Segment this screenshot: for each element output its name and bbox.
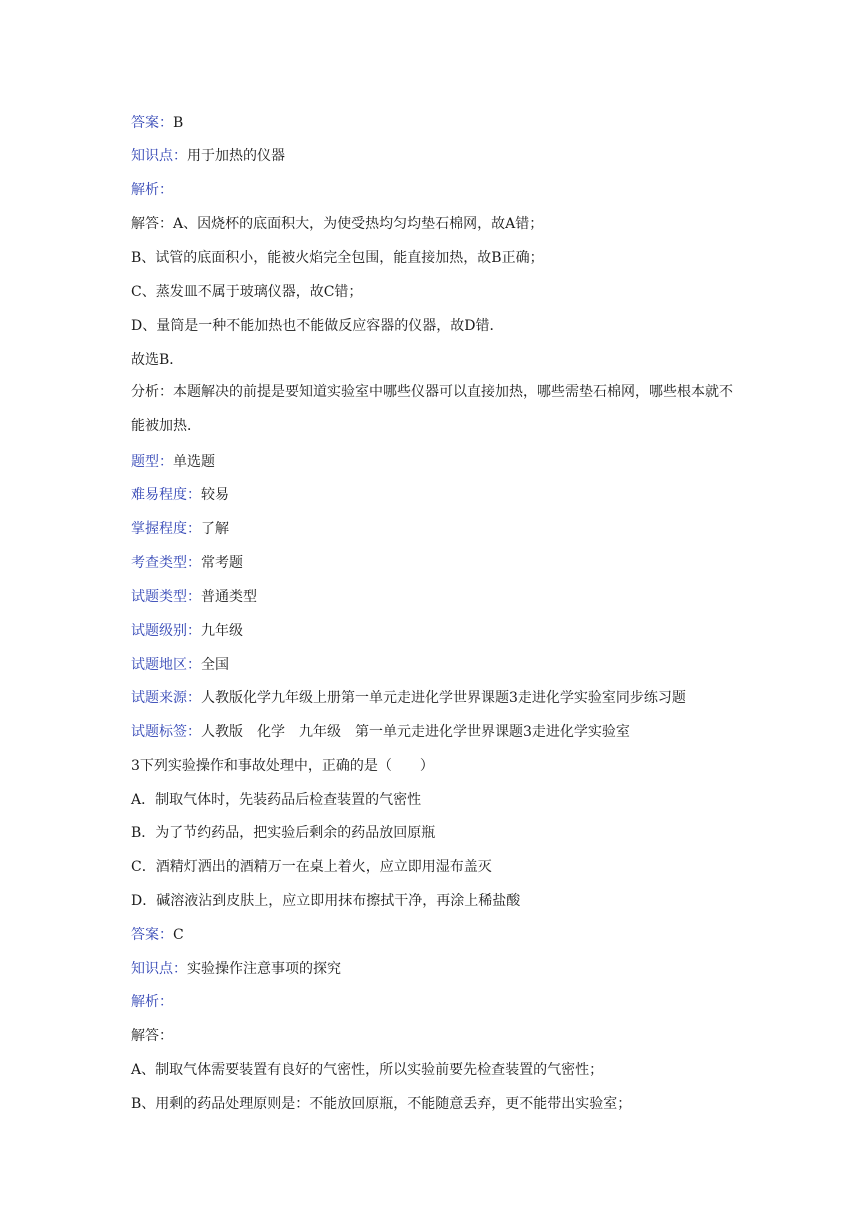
option-c: C．酒精灯洒出的酒精万一在桌上着火，应立即用湿布盖灭 bbox=[131, 859, 492, 875]
meta-label: 试题类型： bbox=[131, 589, 201, 605]
option-b: B．为了节约药品，把实验后剩余的药品放回原瓶 bbox=[131, 825, 436, 841]
option-d: D．碱溶液沾到皮肤上，应立即用抹布擦拭干净，再涂上稀盐酸 bbox=[131, 893, 521, 909]
meta-value: 了解 bbox=[201, 521, 229, 537]
solution-line: 解答：A、因烧杯的底面积大，为使受热均匀均垫石棉网，故A错； bbox=[131, 216, 544, 232]
analysis-label: 解析： bbox=[131, 994, 173, 1010]
answer-label: 答案： bbox=[131, 927, 173, 943]
answer-row bbox=[131, 925, 741, 945]
knowledge-row bbox=[131, 959, 741, 979]
commentary-paragraph: 分析：本题解决的前提是要知道实验室中哪些仪器可以直接加热，哪些需垫石棉网，哪些根本就不能被加热． bbox=[131, 384, 733, 434]
meta-value: 九年级 bbox=[201, 623, 243, 639]
knowledge-label: 知识点： bbox=[131, 961, 187, 977]
meta-value: 常考题 bbox=[201, 555, 243, 571]
knowledge-value: 用于加热的仪器 bbox=[187, 148, 285, 164]
meta-label: 试题地区： bbox=[131, 657, 201, 673]
meta-row-region bbox=[131, 655, 741, 675]
answer-row bbox=[131, 113, 741, 133]
meta-value: 人教版化学九年级上册第一单元走进化学世界课题3走进化学实验室同步练习题 bbox=[201, 690, 686, 706]
meta-row-source bbox=[131, 688, 741, 708]
solution-line: 解答： bbox=[131, 1028, 173, 1044]
meta-value: 全国 bbox=[201, 657, 229, 673]
solution-line: B、用剩的药品处理原则是：不能放回原瓶，不能随意丢弃，更不能带出实验室； bbox=[131, 1096, 632, 1112]
solution-line: A、制取气体需要装置有良好的气密性，所以实验前要先检查装置的气密性； bbox=[131, 1062, 604, 1078]
meta-row-level bbox=[131, 621, 741, 641]
meta-value: 单选题 bbox=[173, 454, 215, 470]
meta-label: 试题级别： bbox=[131, 623, 201, 639]
meta-label: 考查类型： bbox=[131, 555, 201, 571]
meta-label: 难易程度： bbox=[131, 487, 201, 503]
meta-value: 较易 bbox=[201, 487, 229, 503]
meta-label: 试题来源： bbox=[131, 690, 201, 706]
solution-line: C、蒸发皿不属于玻璃仪器，故C错； bbox=[131, 284, 363, 300]
answer-value: C bbox=[173, 927, 184, 943]
knowledge-value: 实验操作注意事项的探究 bbox=[187, 961, 341, 977]
option-a: A．制取气体时，先装药品后检查装置的气密性 bbox=[131, 792, 422, 808]
knowledge-label: 知识点： bbox=[131, 148, 187, 164]
tag: 化学 bbox=[257, 724, 285, 740]
meta-label: 试题标签： bbox=[131, 724, 201, 740]
meta-row-exam-type bbox=[131, 553, 741, 573]
conclusion-line: 故选B． bbox=[131, 352, 184, 368]
meta-label: 掌握程度： bbox=[131, 521, 201, 537]
meta-row-mastery bbox=[131, 519, 741, 539]
meta-row-type bbox=[131, 452, 741, 472]
answer-value: B bbox=[173, 115, 184, 131]
solution-line: D、量筒是一种不能加热也不能做反应容器的仪器，故D错． bbox=[131, 318, 504, 334]
meta-row-difficulty bbox=[131, 485, 741, 505]
tag: 九年级 bbox=[299, 724, 341, 740]
tag: 人教版 bbox=[201, 724, 243, 740]
tag: 第一单元走进化学世界课题3走进化学实验室 bbox=[355, 724, 630, 740]
meta-label: 题型： bbox=[131, 454, 173, 470]
analysis-label: 解析： bbox=[131, 182, 173, 198]
knowledge-row bbox=[131, 146, 741, 166]
solution-line: B、试管的底面积小，能被火焰完全包围，能直接加热，故B正确； bbox=[131, 250, 544, 266]
answer-label: 答案： bbox=[131, 115, 173, 131]
meta-row-tags bbox=[131, 722, 741, 742]
meta-value: 普通类型 bbox=[201, 589, 257, 605]
question-stem: 3下列实验操作和事故处理中，正确的是（ ） bbox=[131, 758, 434, 774]
meta-row-question-type bbox=[131, 587, 741, 607]
